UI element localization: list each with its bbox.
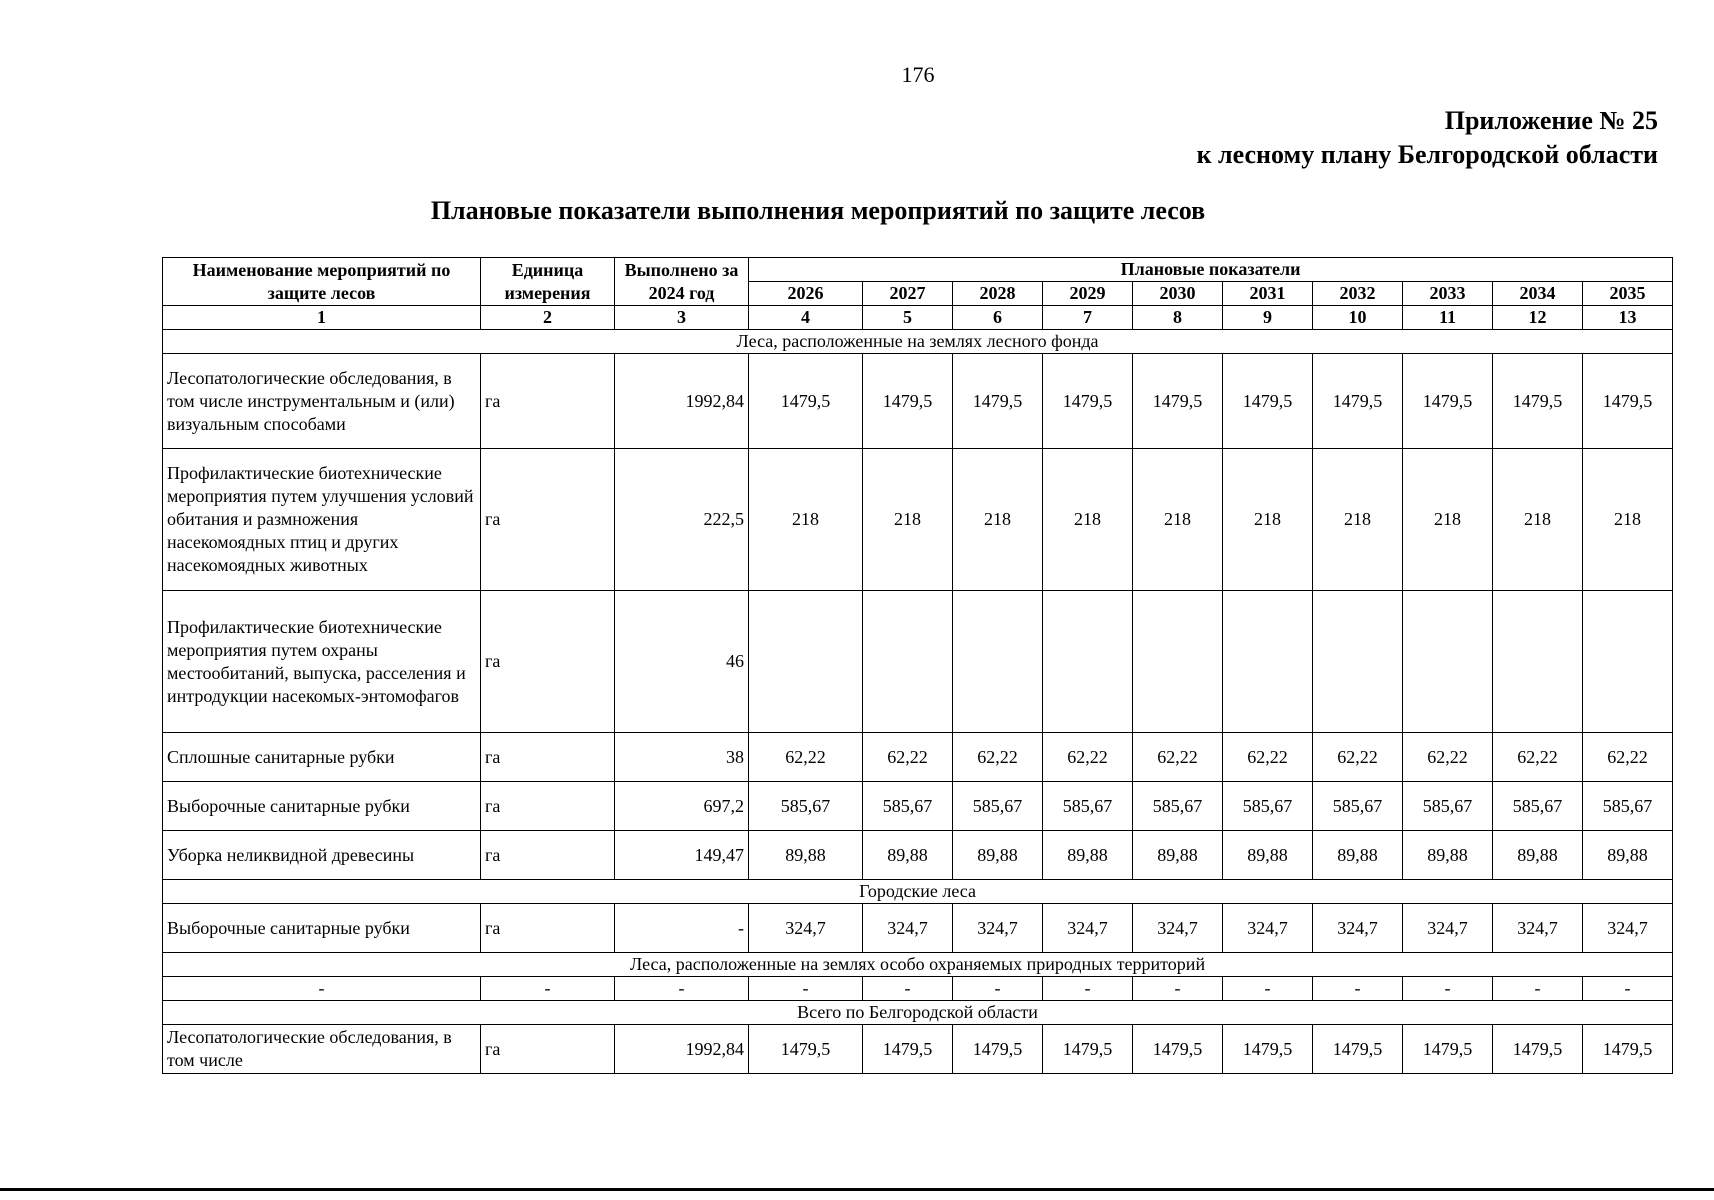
unit-cell: га	[481, 354, 615, 449]
dash-cell: -	[863, 977, 953, 1001]
plan-value-cell: 324,7	[749, 904, 863, 953]
section-row	[163, 1001, 1673, 1025]
plan-value-cell: 218	[1583, 449, 1673, 591]
table-row	[163, 831, 1673, 880]
table-row	[163, 449, 1673, 591]
done-2024-cell: 222,5	[615, 449, 749, 591]
header-name: Наименование мероприятий по защите лесов	[163, 258, 481, 306]
dash-cell: -	[481, 977, 615, 1001]
plan-value-cell: 62,22	[1403, 733, 1493, 782]
plan-table	[162, 257, 1673, 1074]
page-number: 176	[901, 62, 935, 87]
header-year: 2027	[863, 282, 953, 306]
plan-value-cell: 324,7	[1313, 904, 1403, 953]
done-2024-cell: 38	[615, 733, 749, 782]
section-title: Леса, расположенные на землях особо охраняемых природных территорий	[163, 953, 1673, 977]
column-number: 13	[1583, 306, 1673, 330]
column-number: 10	[1313, 306, 1403, 330]
done-2024-cell: 149,47	[615, 831, 749, 880]
plan-value-cell: 1479,5	[1133, 1025, 1223, 1074]
plan-value-cell: 89,88	[1493, 831, 1583, 880]
section-row	[163, 953, 1673, 977]
plan-value-cell: 324,7	[1493, 904, 1583, 953]
section-title: Всего по Белгородской области	[163, 1001, 1673, 1025]
header-year: 2028	[953, 282, 1043, 306]
plan-value-cell: 1479,5	[1493, 1025, 1583, 1074]
plan-value-cell: 585,67	[1493, 782, 1583, 831]
measure-name: Лесопатологические обследования, в том числе	[163, 1025, 481, 1074]
plan-value-cell	[1583, 591, 1673, 733]
plan-value-cell: 1479,5	[863, 1025, 953, 1074]
plan-value-cell: 218	[1313, 449, 1403, 591]
column-number: 1	[163, 306, 481, 330]
plan-value-cell: 62,22	[1493, 733, 1583, 782]
column-number: 8	[1133, 306, 1223, 330]
unit-cell: га	[481, 733, 615, 782]
done-2024-cell: 1992,84	[615, 1025, 749, 1074]
plan-value-cell: 1479,5	[1043, 1025, 1133, 1074]
column-number: 2	[481, 306, 615, 330]
plan-value-cell: 324,7	[1403, 904, 1493, 953]
plan-value-cell	[1403, 591, 1493, 733]
plan-value-cell: 62,22	[1583, 733, 1673, 782]
unit-cell: га	[481, 904, 615, 953]
done-2024-cell: 46	[615, 591, 749, 733]
table-row	[163, 591, 1673, 733]
header-year: 2033	[1403, 282, 1493, 306]
table-row	[163, 1025, 1673, 1074]
bottom-border-line	[0, 1188, 1714, 1191]
plan-value-cell: 1479,5	[1223, 354, 1313, 449]
plan-value-cell: 89,88	[749, 831, 863, 880]
measure-name: Уборка неликвидной древесины	[163, 831, 481, 880]
plan-value-cell: 218	[863, 449, 953, 591]
plan-value-cell	[1133, 591, 1223, 733]
plan-value-cell	[1223, 591, 1313, 733]
appendix-line-2: к лесному плану Белгородской области	[1196, 140, 1658, 169]
plan-value-cell: 1479,5	[1403, 354, 1493, 449]
column-number: 12	[1493, 306, 1583, 330]
column-number: 9	[1223, 306, 1313, 330]
plan-value-cell: 62,22	[863, 733, 953, 782]
header-year: 2034	[1493, 282, 1583, 306]
plan-value-cell: 1479,5	[1313, 1025, 1403, 1074]
plan-value-cell: 1479,5	[1493, 354, 1583, 449]
plan-value-cell: 585,67	[863, 782, 953, 831]
plan-value-cell: 585,67	[749, 782, 863, 831]
plan-value-cell: 1479,5	[1403, 1025, 1493, 1074]
plan-value-cell: 89,88	[1583, 831, 1673, 880]
measure-name: Лесопатологические обследования, в том числе инструментальным и (или) визуальным способами	[163, 354, 481, 449]
measure-name: Профилактические биотехнические мероприятия путем охраны местообитаний, выпуска, расселения и интродукции насекомых-энтомофагов	[163, 591, 481, 733]
plan-value-cell: 585,67	[1583, 782, 1673, 831]
plan-value-cell	[863, 591, 953, 733]
plan-value-cell: 1479,5	[1313, 354, 1403, 449]
plan-value-cell	[1313, 591, 1403, 733]
header-year: 2035	[1583, 282, 1673, 306]
plan-value-cell: 89,88	[1223, 831, 1313, 880]
dash-cell: -	[749, 977, 863, 1001]
plan-value-cell	[749, 591, 863, 733]
header-row	[163, 258, 1673, 282]
plan-value-cell: 1479,5	[1133, 354, 1223, 449]
plan-value-cell: 1479,5	[1223, 1025, 1313, 1074]
dash-cell: -	[953, 977, 1043, 1001]
plan-value-cell: 218	[1493, 449, 1583, 591]
plan-value-cell: 89,88	[1403, 831, 1493, 880]
column-number-row	[163, 306, 1673, 330]
plan-value-cell	[1493, 591, 1583, 733]
dash-cell: -	[163, 977, 481, 1001]
header-unit: Единица измерения	[481, 258, 615, 306]
header-plan: Плановые показатели	[749, 258, 1673, 282]
unit-cell: га	[481, 449, 615, 591]
plan-value-cell: 218	[1403, 449, 1493, 591]
plan-value-cell: 324,7	[1133, 904, 1223, 953]
plan-value-cell: 89,88	[953, 831, 1043, 880]
header-year: 2030	[1133, 282, 1223, 306]
header-done: Выполнено за 2024 год	[615, 258, 749, 306]
table-row	[163, 904, 1673, 953]
plan-value-cell: 1479,5	[953, 354, 1043, 449]
plan-value-cell: 1479,5	[749, 354, 863, 449]
plan-value-cell: 1479,5	[749, 1025, 863, 1074]
done-2024-cell: -	[615, 904, 749, 953]
plan-value-cell: 585,67	[953, 782, 1043, 831]
done-2024-cell: 697,2	[615, 782, 749, 831]
section-title: Городские леса	[163, 880, 1673, 904]
appendix-line-1: Приложение № 25	[1444, 106, 1658, 135]
dash-cell: -	[1313, 977, 1403, 1001]
header-year: 2029	[1043, 282, 1133, 306]
plan-value-cell: 218	[1223, 449, 1313, 591]
unit-cell: га	[481, 1025, 615, 1074]
measure-name: Выборочные санитарные рубки	[163, 782, 481, 831]
plan-value-cell: 62,22	[749, 733, 863, 782]
plan-value-cell: 62,22	[1313, 733, 1403, 782]
table-row	[163, 782, 1673, 831]
dash-cell: -	[1043, 977, 1133, 1001]
plan-value-cell: 1479,5	[1583, 354, 1673, 449]
section-row	[163, 880, 1673, 904]
plan-table-body	[163, 258, 1673, 1074]
column-number: 5	[863, 306, 953, 330]
dash-cell: -	[1583, 977, 1673, 1001]
plan-value-cell: 585,67	[1313, 782, 1403, 831]
plan-value-cell: 585,67	[1223, 782, 1313, 831]
dash-cell: -	[1223, 977, 1313, 1001]
plan-value-cell	[1043, 591, 1133, 733]
plan-value-cell: 218	[1043, 449, 1133, 591]
unit-cell: га	[481, 831, 615, 880]
dash-cell: -	[1403, 977, 1493, 1001]
plan-value-cell	[953, 591, 1043, 733]
plan-value-cell: 324,7	[1223, 904, 1313, 953]
plan-value-cell: 218	[1133, 449, 1223, 591]
plan-value-cell: 1479,5	[863, 354, 953, 449]
plan-value-cell: 1479,5	[1583, 1025, 1673, 1074]
plan-value-cell: 585,67	[1133, 782, 1223, 831]
plan-value-cell: 89,88	[863, 831, 953, 880]
column-number: 11	[1403, 306, 1493, 330]
document-title: Плановые показатели выполнения мероприятий по защите лесов	[430, 196, 1206, 225]
column-number: 3	[615, 306, 749, 330]
dash-cell: -	[1493, 977, 1583, 1001]
unit-cell: га	[481, 591, 615, 733]
column-number: 7	[1043, 306, 1133, 330]
header-year: 2032	[1313, 282, 1403, 306]
empty-dash-row	[163, 977, 1673, 1001]
section-row	[163, 330, 1673, 354]
measure-name: Сплошные санитарные рубки	[163, 733, 481, 782]
plan-value-cell: 324,7	[1583, 904, 1673, 953]
done-2024-cell: 1992,84	[615, 354, 749, 449]
plan-value-cell: 324,7	[953, 904, 1043, 953]
plan-value-cell: 218	[749, 449, 863, 591]
header-year: 2026	[749, 282, 863, 306]
plan-value-cell: 585,67	[1403, 782, 1493, 831]
plan-value-cell: 89,88	[1313, 831, 1403, 880]
plan-value-cell: 89,88	[1043, 831, 1133, 880]
plan-value-cell: 218	[953, 449, 1043, 591]
appendix-caption	[1197, 104, 1658, 172]
plan-value-cell: 62,22	[1133, 733, 1223, 782]
table-row	[163, 733, 1673, 782]
column-number: 6	[953, 306, 1043, 330]
plan-value-cell: 89,88	[1133, 831, 1223, 880]
table-row	[163, 354, 1673, 449]
column-number: 4	[749, 306, 863, 330]
plan-value-cell: 1479,5	[953, 1025, 1043, 1074]
section-title: Леса, расположенные на землях лесного фонда	[163, 330, 1673, 354]
plan-value-cell: 324,7	[1043, 904, 1133, 953]
plan-value-cell: 1479,5	[1043, 354, 1133, 449]
dash-cell: -	[615, 977, 749, 1001]
measure-name: Профилактические биотехнические мероприятия путем улучшения условий обитания и размножения насекомоядных птиц и других насекомоядных животных	[163, 449, 481, 591]
measure-name: Выборочные санитарные рубки	[163, 904, 481, 953]
header-year: 2031	[1223, 282, 1313, 306]
plan-value-cell: 62,22	[1223, 733, 1313, 782]
unit-cell: га	[481, 782, 615, 831]
plan-value-cell: 324,7	[863, 904, 953, 953]
plan-value-cell: 62,22	[953, 733, 1043, 782]
plan-value-cell: 62,22	[1043, 733, 1133, 782]
plan-value-cell: 585,67	[1043, 782, 1133, 831]
dash-cell: -	[1133, 977, 1223, 1001]
